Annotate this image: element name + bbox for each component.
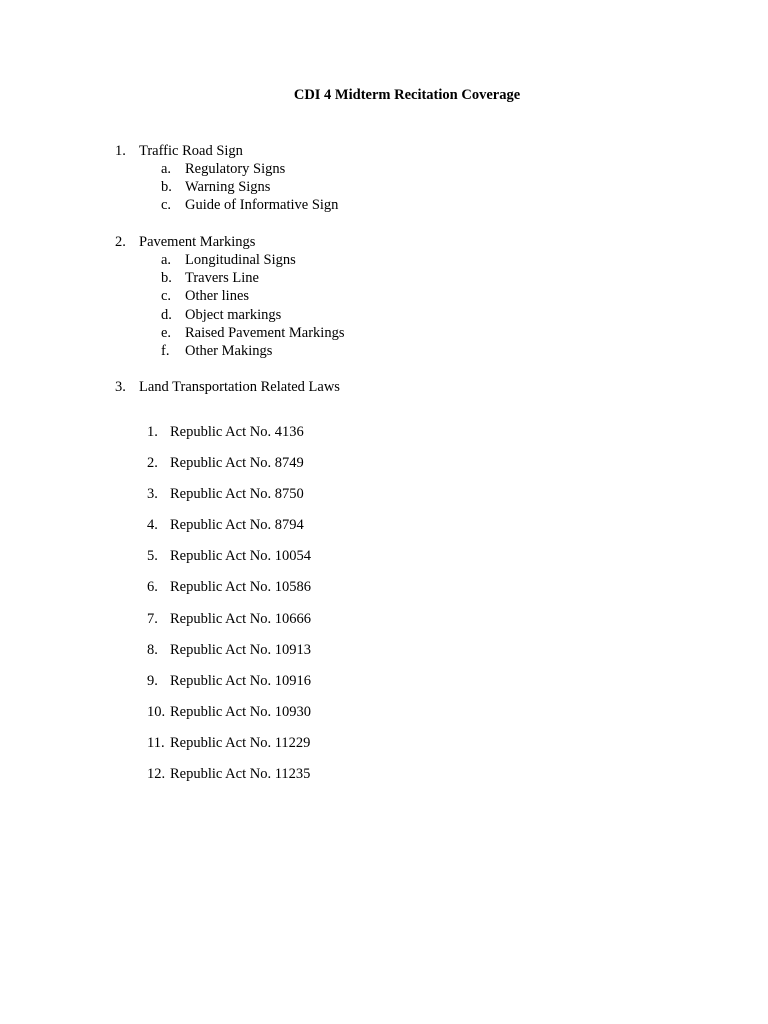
law-number: 8. [147,641,158,658]
item-text: Object markings [185,306,282,323]
list-item [115,269,344,287]
law-number: 5. [147,548,158,565]
law-text: Republic Act No. 10930 [170,703,311,720]
item-text: Guide of Informative Sign [185,197,339,214]
list-item [115,178,338,196]
law-text: Republic Act No. 8794 [170,517,304,534]
item-text: Other Makings [185,342,273,359]
law-number: 12. [147,766,166,783]
law-text: Republic Act No. 10054 [170,548,311,565]
item-letter: b. [161,270,172,287]
item-letter: e. [161,324,172,341]
list-item [147,765,311,796]
item-text: Other lines [185,288,250,305]
law-text: Republic Act No. 4136 [170,424,304,440]
item-letter: a. [161,161,172,177]
item-letter: a. [161,252,172,268]
section-number: 1. [115,143,126,159]
section-heading-text: Land Transportation Related Laws [139,379,340,395]
item-text: Longitudinal Signs [185,252,296,268]
page-title: CDI 4 Midterm Recitation Coverage [293,87,521,103]
section-heading [115,233,344,251]
item-letter: d. [161,306,172,323]
law-number: 11. [147,734,165,751]
law-text: Republic Act No. 10916 [170,672,311,689]
section-number: 3. [115,379,126,395]
law-number: 4. [147,517,158,534]
law-text: Republic Act No. 10586 [170,579,311,596]
list-item [115,342,344,360]
law-text: Republic Act No. 8750 [170,486,304,503]
item-letter: c. [161,197,172,214]
law-number: 9. [147,672,158,689]
law-number: 6. [147,579,158,596]
item-letter: f. [161,342,170,359]
list-item [147,703,311,734]
list-item [147,547,311,578]
list-item [147,578,311,609]
law-number: 2. [147,455,158,472]
law-text: Republic Act No. 11235 [170,766,311,783]
section-traffic-road-sign [115,142,338,215]
law-text: Republic Act No. 10913 [170,641,311,658]
item-text: Warning Signs [185,179,271,196]
list-item [147,734,311,765]
list-item [115,160,338,178]
list-item [115,251,344,269]
item-text: Raised Pavement Markings [185,324,345,341]
section-land-transportation-laws [115,378,340,396]
list-item [147,485,311,516]
list-item [147,672,311,703]
law-number: 7. [147,610,158,627]
law-text: Republic Act No. 8749 [170,455,304,472]
list-item [115,306,344,324]
section-heading [115,378,340,396]
item-text: Regulatory Signs [185,161,286,177]
list-item [147,454,311,485]
item-letter: c. [161,288,172,305]
list-item [147,610,311,641]
section-pavement-markings [115,233,344,360]
law-list [147,423,311,796]
list-item [115,287,344,305]
item-letter: b. [161,179,172,196]
list-item [147,641,311,672]
item-text: Travers Line [185,270,259,287]
list-item [147,423,311,454]
list-item [115,324,344,342]
section-number: 2. [115,234,126,250]
law-text: Republic Act No. 11229 [170,734,311,751]
law-text: Republic Act No. 10666 [170,610,311,627]
law-number: 10. [147,703,166,720]
section-heading [115,142,338,160]
list-item [115,196,338,214]
section-heading-text: Pavement Markings [139,234,256,250]
law-number: 3. [147,486,158,503]
section-heading-text: Traffic Road Sign [139,143,243,159]
list-item [147,516,311,547]
law-number: 1. [147,424,158,440]
